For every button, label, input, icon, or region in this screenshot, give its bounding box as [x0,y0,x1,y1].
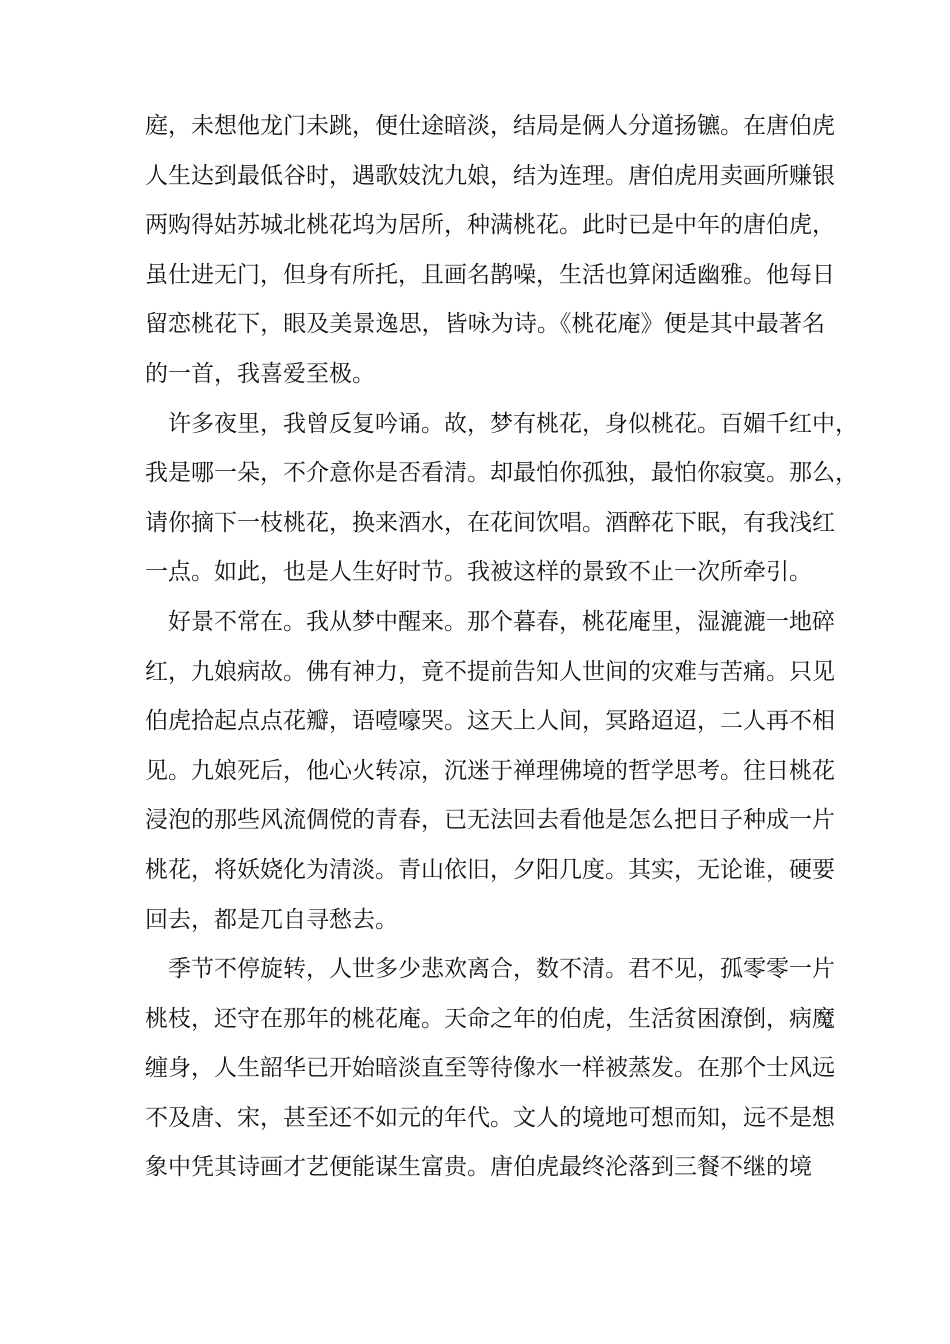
text-line: 不及唐、宋，甚至还不如元的年代。文人的境地可想而知，远不是想 [145,1104,835,1131]
text-line: 好景不常在。我从梦中醒来。那个暮春，桃花庵里，湿漉漉一地碎 [168,608,835,635]
text-line: 人生达到最低谷时，遇歌妓沈九娘，结为连理。唐伯虎用卖画所赚银 [145,162,835,189]
text-line: 庭，未想他龙门未跳，便仕途暗淡，结局是俩人分道扬镳。在唐伯虎 [145,113,835,139]
text-line: 桃枝，还守在那年的桃花庵。天命之年的伯虎，生活贫困潦倒，病魔 [145,1005,835,1032]
text-line: 的一首，我喜爱至极。 [145,360,375,387]
text-line: 我是哪一朵，不介意你是否看清。却最怕你孤独，最怕你寂寞。那么， [145,460,858,487]
text-line: 许多夜里，我曾反复吟诵。故，梦有桃花，身似桃花。百媚千红中， [168,410,858,437]
text-line: 一点。如此，也是人生好时节。我被这样的景致不止一次所牵引。 [145,559,812,586]
text-line: 虽仕进无门，但身有所托，且画名鹊噪，生活也算闲适幽雅。他每日 [145,261,835,288]
paragraph-2 [145,400,858,598]
text-line: 回去，都是兀自寻愁去。 [145,906,398,933]
text-line: 缠身，人生韶华已开始暗淡直至等待像水一样被蒸发。在那个士风远 [145,1055,835,1082]
text-line: 象中凭其诗画才艺便能谋生富贵。唐伯虎最终沦落到三餐不继的境 [145,1154,812,1181]
paragraph-3 [145,598,835,945]
text-line: 季节不停旋转，人世多少悲欢离合，数不清。君不见，孤零零一片 [168,956,835,983]
text-line: 两购得姑苏城北桃花坞为居所，种满桃花。此时已是中年的唐伯虎， [145,212,835,239]
paragraph-4 [145,945,835,1193]
text-line: 留恋桃花下，眼及美景逸思，皆咏为诗。《桃花庵》便是其中最著名 [145,311,825,338]
text-line: 红，九娘病故。佛有神力，竟不提前告知人世间的灾难与苦痛。只见 [145,658,835,685]
text-line: 见。九娘死后，他心火转凉，沉迷于禅理佛境的哲学思考。往日桃花 [145,757,835,784]
paragraph-1 [145,102,835,400]
text-line: 浸泡的那些风流倜傥的青春，已无法回去看他是怎么把日子种成一片 [145,807,835,834]
text-line: 桃花，将妖娆化为清淡。青山依旧，夕阳几度。其实，无论谁，硬要 [145,856,835,883]
text-line: 请你摘下一枝桃花，换来酒水，在花间饮唱。酒醉花下眠，有我浅红 [145,509,835,536]
text-line: 伯虎拾起点点花瓣，语噎嚎哭。这天上人间，冥路迢迢，二人再不相 [145,708,835,735]
document-body [145,102,858,1193]
